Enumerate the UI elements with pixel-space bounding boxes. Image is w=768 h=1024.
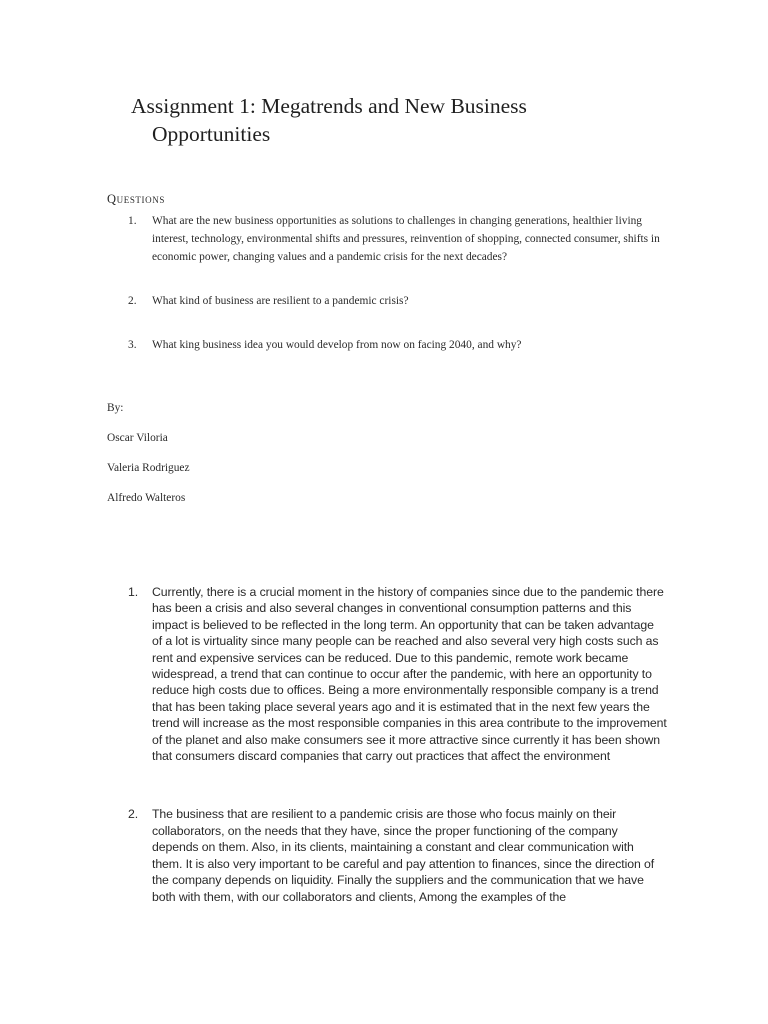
questions-list [107,212,667,354]
title-line-2: Opportunities [152,122,271,146]
questions-heading: Questions [107,192,165,206]
question-text: What kind of business are resilient to a pandemic crisis? [152,295,409,307]
question-item [107,336,667,354]
answer-text: Currently, there is a crucial moment in the history of companies since due to the pandemic there has been a crisis and also several changes in conventional consumption patterns and this impact is believed to be reflected in the long term. An opportunity that can be taken advantage of a lot is virtuality since many people can be reached and also several very high costs such as rent and expensive services can be reduced. Due to this pandemic, remote work became widespread, a trend that can continue to occur after the pandemic, with here an opportunity to reduce high costs due to offices. Being a more environmentally responsible company is a trend that has been taking place several years ago and it is estimated that in the next few years the trend will increase as the most responsible companies in this area contribute to the improvement of the planet and also make consumers see it more attractive since currently it has been shown that consumers discard companies that carry out practices that affect the environment [152,585,667,764]
answer-item [107,806,667,904]
document-title [131,92,651,148]
question-text: What are the new business opportunities as solutions to challenges in changing generations, healthier living interest, technology, environmental shifts and pressures, reinvention of shopping, connected consumer, shifts in economic power, changing values and a pandemic crisis for the next decades? [152,215,660,263]
authors-block [107,400,190,520]
title-line-1: Assignment 1: Megatrends and New Business [131,94,527,118]
question-number: 1. [128,215,137,227]
author-name: Oscar Viloria [107,432,168,444]
author-name: Alfredo Walteros [107,492,186,504]
author-name: Valeria Rodriguez [107,462,190,474]
answers-list [107,584,667,905]
question-number: 3. [128,339,137,351]
answer-text: The business that are resilient to a pandemic crisis are those who focus mainly on their collaborators, on the needs that they have, since the proper functioning of the company depends on them. Also, in its clients, maintaining a constant and clear communication with them. It is also very important to be careful and pay attention to finances, since the direction of the company depends on liquidity. Finally the suppliers and the communication that we have both with them, with our collaborators and clients, Among the examples of the [152,807,655,904]
question-text: What king business idea you would develop from now on facing 2040, and why? [152,339,522,351]
answer-item [107,584,667,764]
question-item [107,292,667,310]
question-number: 2. [128,295,137,307]
answer-number: 2. [128,807,139,822]
answer-number: 1. [128,585,139,599]
authors-label: By: [107,402,124,414]
question-item [107,212,667,266]
